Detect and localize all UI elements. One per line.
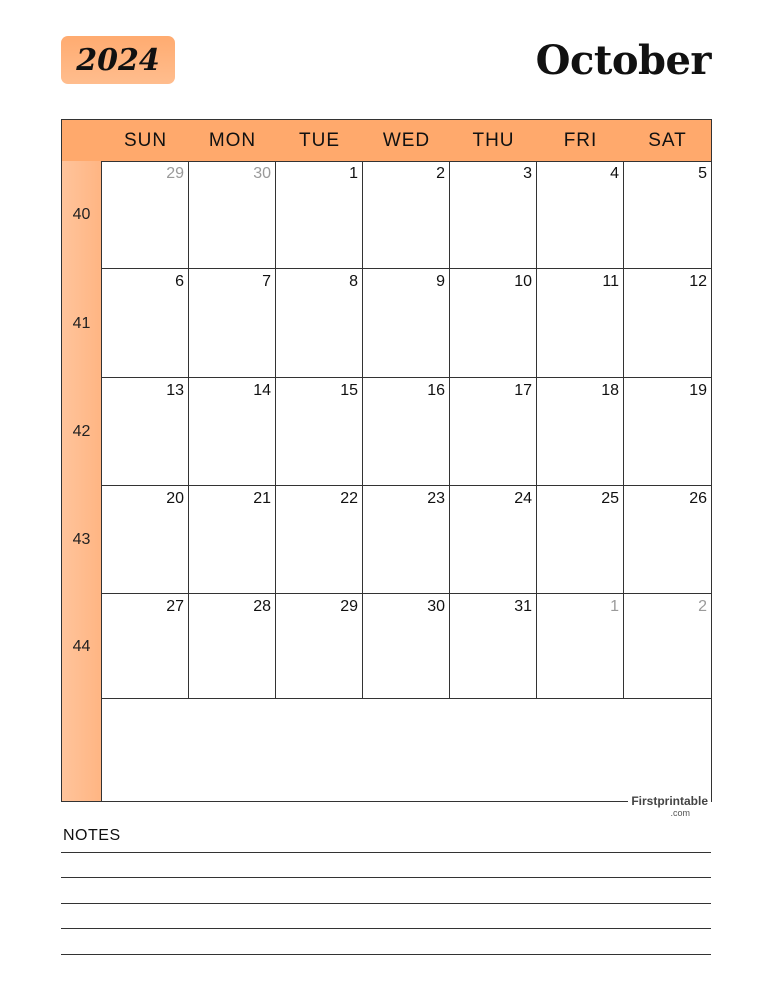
day-cell[interactable] (102, 269, 189, 378)
day-number: 10 (514, 273, 532, 290)
day-cell[interactable] (450, 486, 537, 594)
day-cell[interactable] (276, 486, 363, 594)
day-cell[interactable] (450, 161, 537, 269)
day-cell[interactable] (537, 486, 624, 594)
day-number: 2 (698, 598, 707, 615)
day-cell[interactable] (537, 161, 624, 269)
day-name-2: TUE (299, 130, 340, 151)
week-number: 42 (72, 423, 91, 440)
day-cell[interactable] (102, 378, 189, 486)
day-cell[interactable] (363, 269, 450, 378)
day-cell[interactable] (624, 378, 711, 486)
day-cell[interactable] (276, 378, 363, 486)
day-number: 6 (175, 273, 184, 290)
day-cell[interactable] (189, 594, 276, 699)
day-number: 15 (340, 382, 358, 399)
calendar-grid (61, 119, 712, 802)
day-name-3: WED (382, 130, 431, 151)
day-number: 9 (436, 273, 445, 290)
day-cell[interactable] (537, 594, 624, 699)
day-number: 31 (514, 598, 532, 615)
day-number: 17 (514, 382, 532, 399)
day-name-header (62, 120, 711, 162)
day-number: 5 (698, 165, 707, 182)
day-cell[interactable] (363, 378, 450, 486)
day-number: 21 (253, 490, 271, 507)
notes-line (61, 928, 711, 929)
day-number: 18 (601, 382, 619, 399)
day-number: 11 (602, 273, 619, 290)
week-number: 43 (72, 531, 91, 548)
notes-line (61, 852, 711, 853)
day-number: 28 (253, 598, 271, 615)
week-number: 40 (72, 206, 91, 223)
day-number: 14 (253, 382, 271, 399)
day-cell[interactable] (363, 594, 450, 699)
day-cell[interactable] (624, 161, 711, 269)
notes-line (61, 877, 711, 878)
day-number: 19 (689, 382, 707, 399)
day-number: 26 (689, 490, 707, 507)
day-name-1: MON (208, 130, 257, 151)
day-number: 24 (514, 490, 532, 507)
day-cell[interactable] (450, 378, 537, 486)
notes-line (61, 954, 711, 955)
day-number: 20 (166, 490, 184, 507)
day-name-6: SAT (648, 130, 687, 151)
year-label: 2024 (76, 42, 160, 78)
day-number: 23 (427, 490, 445, 507)
day-cell[interactable] (189, 269, 276, 378)
day-cell[interactable] (276, 269, 363, 378)
day-cell[interactable] (537, 269, 624, 378)
day-number: 4 (610, 165, 619, 182)
day-number: 27 (166, 598, 184, 615)
day-cell[interactable] (450, 594, 537, 699)
week-number: 41 (72, 314, 91, 332)
day-name-4: THU (472, 130, 515, 151)
day-name-5: FRI (563, 130, 598, 151)
day-cell[interactable] (624, 269, 711, 378)
notes-title: NOTES (63, 827, 121, 844)
day-number: 8 (349, 273, 358, 290)
brand-logo (628, 795, 711, 818)
day-number: 13 (166, 382, 184, 399)
day-number: 2 (436, 165, 445, 182)
day-cell[interactable] (102, 594, 189, 699)
day-cell[interactable] (624, 594, 711, 699)
day-cell[interactable] (537, 378, 624, 486)
day-number: 12 (689, 273, 707, 290)
calendar-footer-row (102, 699, 711, 801)
day-cell[interactable] (363, 161, 450, 269)
week-number: 44 (72, 637, 91, 655)
day-cell[interactable] (102, 486, 189, 594)
day-number: 1 (610, 598, 619, 615)
day-number: 25 (601, 490, 619, 507)
month-title: October (535, 37, 711, 84)
day-number: 1 (349, 165, 358, 182)
day-number: 30 (427, 598, 445, 615)
day-number: 16 (427, 382, 445, 399)
day-cell[interactable] (189, 161, 276, 269)
day-cell[interactable] (189, 486, 276, 594)
day-number: 30 (253, 165, 271, 182)
day-number: 3 (523, 165, 532, 182)
day-cell[interactable] (189, 378, 276, 486)
week-number-column (62, 161, 102, 801)
notes-line (61, 903, 711, 904)
day-cell[interactable] (276, 161, 363, 269)
day-name-0: SUN (123, 130, 168, 151)
brand-suffix: .com (670, 808, 690, 818)
year-badge (61, 36, 175, 84)
day-cell[interactable] (450, 269, 537, 378)
day-cell[interactable] (276, 594, 363, 699)
day-cell[interactable] (624, 486, 711, 594)
day-number: 29 (340, 598, 358, 615)
day-number: 7 (262, 273, 271, 290)
day-number: 29 (166, 165, 184, 182)
brand-name: Firstprintable (631, 794, 708, 808)
day-number: 22 (340, 490, 358, 507)
day-cell[interactable] (363, 486, 450, 594)
day-cell[interactable] (102, 161, 189, 269)
